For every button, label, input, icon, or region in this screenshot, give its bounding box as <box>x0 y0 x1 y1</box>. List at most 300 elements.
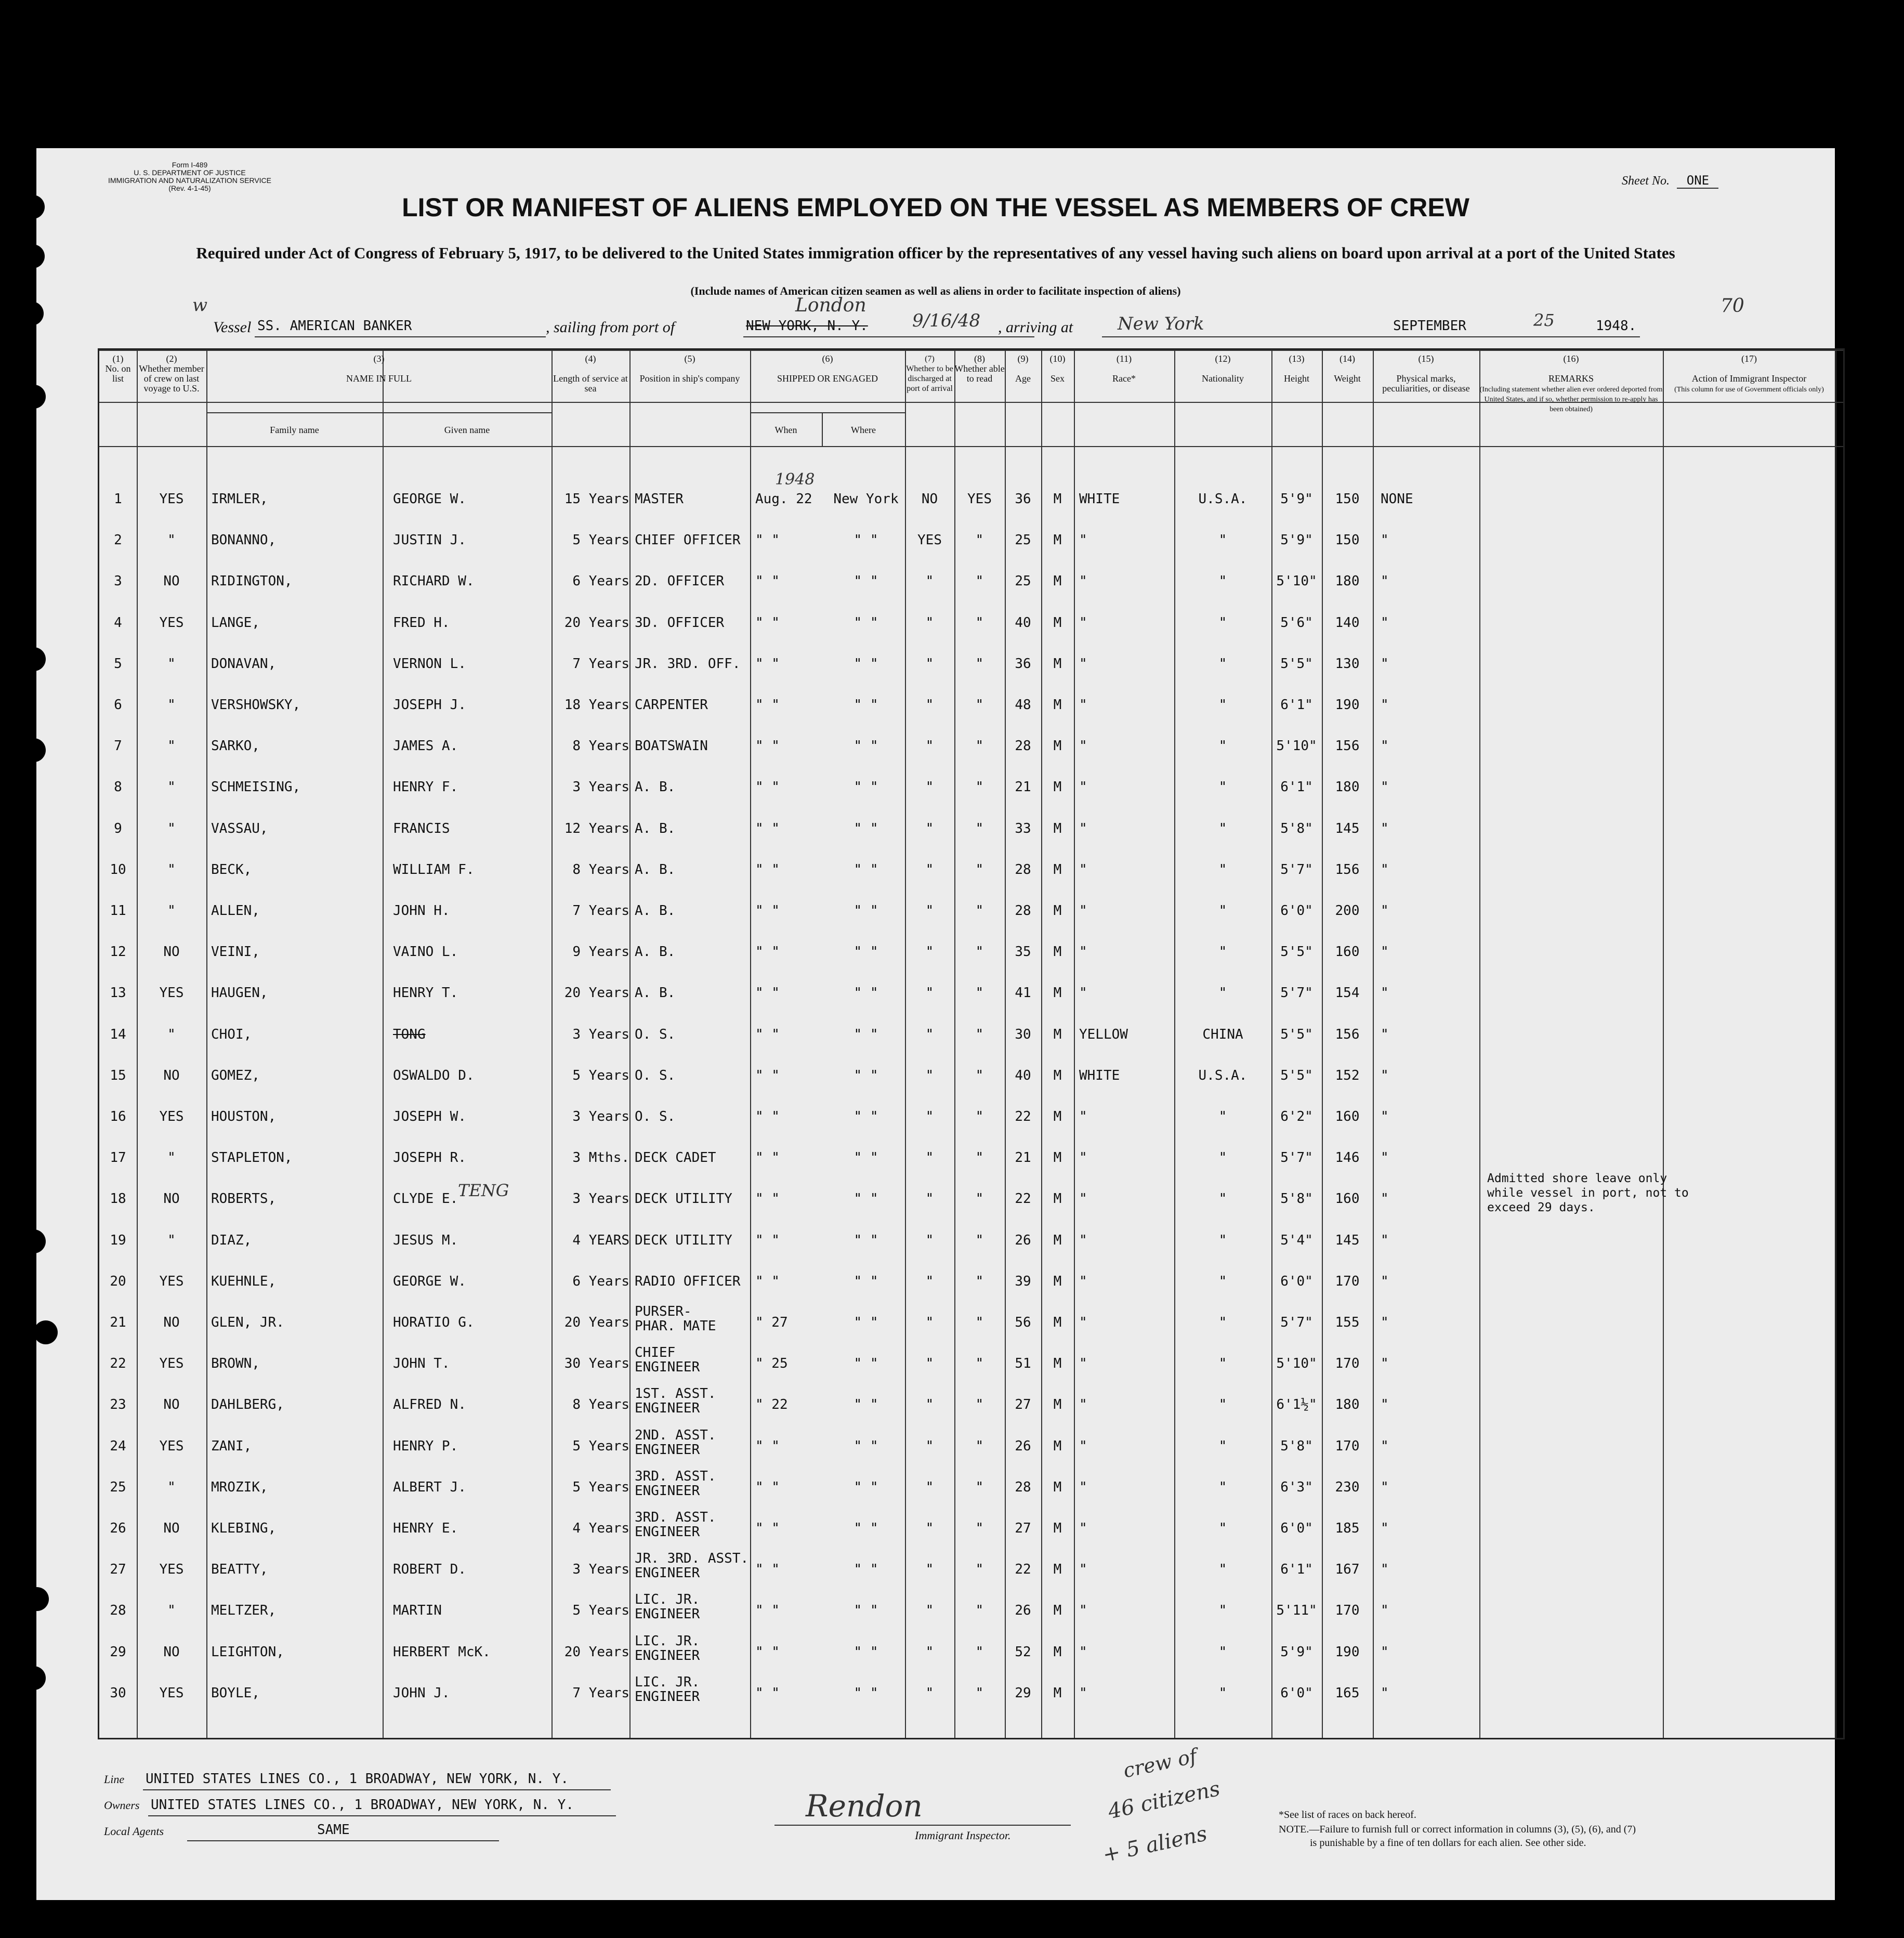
position: O. S. <box>635 1067 676 1083</box>
length-of-service: 7 Years <box>572 1685 629 1701</box>
age: 29 <box>1015 1685 1031 1701</box>
row-number: 13 <box>110 985 126 1001</box>
discharged: " <box>925 1479 934 1495</box>
given-name: JOSEPH W. <box>393 1109 466 1124</box>
able-to-read: " <box>975 532 984 548</box>
weight: 156 <box>1335 1026 1360 1042</box>
weight: 150 <box>1335 532 1360 548</box>
page-subtitle-note: (Include names of American citizen seamen as well as aliens in order to facilitate inspection of aliens) <box>690 284 1181 297</box>
shipped-where: " " <box>853 1273 878 1289</box>
table-row <box>99 635 1843 676</box>
row-number: 6 <box>114 697 122 713</box>
height: 5'4" <box>1280 1232 1313 1248</box>
prev-voyage: YES <box>159 1562 184 1578</box>
prev-voyage: " <box>167 656 176 672</box>
height: 5'9" <box>1280 532 1313 548</box>
physical-marks: " <box>1381 1315 1389 1330</box>
age: 33 <box>1015 820 1031 836</box>
weight: 180 <box>1335 779 1360 795</box>
able-to-read: " <box>975 1521 984 1536</box>
able-to-read: " <box>975 738 984 754</box>
prev-voyage: YES <box>159 491 184 507</box>
family-name: VASSAU, <box>211 820 268 836</box>
date-underline <box>1390 336 1640 337</box>
given-name: HENRY E. <box>393 1521 458 1536</box>
height: 6'1" <box>1280 1562 1313 1578</box>
able-to-read: " <box>975 1026 984 1042</box>
shipped-when: " " <box>755 656 780 672</box>
race: " <box>1079 861 1087 878</box>
discharged: " <box>925 1067 934 1083</box>
height: 5'8" <box>1280 1438 1313 1454</box>
physical-marks: " <box>1381 1685 1389 1701</box>
shipped-where: " " <box>853 1109 878 1124</box>
row-number: 29 <box>110 1644 126 1660</box>
able-to-read: " <box>975 861 984 878</box>
prev-voyage: YES <box>159 985 184 1001</box>
nationality: " <box>1218 1397 1227 1413</box>
age: 25 <box>1015 532 1031 548</box>
nationality: " <box>1218 1191 1227 1207</box>
race: " <box>1079 1438 1087 1454</box>
length-of-service: 3 Years <box>572 1026 629 1042</box>
sex: M <box>1053 1356 1062 1372</box>
physical-marks: NONE <box>1381 491 1413 507</box>
shipped-when: " 22 <box>755 1397 788 1413</box>
discharged: " <box>925 1644 934 1660</box>
physical-marks: " <box>1381 1603 1389 1619</box>
punch-hole <box>22 385 46 409</box>
sex: M <box>1053 1479 1062 1495</box>
position: A. B. <box>635 820 676 836</box>
sex: M <box>1053 1315 1062 1330</box>
physical-marks: " <box>1381 1521 1389 1536</box>
remarks-row-14: Admitted shore leave only while vessel in port, not to exceed 29 days. <box>1487 1172 1689 1214</box>
able-to-read: " <box>975 1562 984 1578</box>
discharged: " <box>925 985 934 1001</box>
table-row <box>99 1459 1843 1499</box>
position: 3RD. ASST. ENGINEER <box>635 1510 716 1540</box>
physical-marks: " <box>1381 1067 1389 1083</box>
family-name: ROBERTS, <box>211 1191 277 1207</box>
shipped-where: " " <box>853 614 878 631</box>
race: " <box>1079 656 1087 672</box>
prev-voyage: " <box>167 1150 176 1166</box>
height: 5'7" <box>1280 1150 1313 1166</box>
sex: M <box>1053 985 1062 1001</box>
arriving-underline <box>1102 336 1393 337</box>
able-to-read: " <box>975 1685 984 1701</box>
nationality: U.S.A. <box>1198 491 1248 507</box>
physical-marks: " <box>1381 1438 1389 1454</box>
length-of-service: 20 Years <box>564 1644 629 1660</box>
col-no-header: (1) No. on list <box>105 353 131 384</box>
form-revision: (Rev. 4-1-45) <box>168 184 211 192</box>
shipped-where: " " <box>853 1067 878 1083</box>
able-to-read: " <box>975 1603 984 1619</box>
physical-marks: " <box>1381 573 1389 590</box>
table-row <box>99 1006 1843 1046</box>
arrival-port-handwritten: New York <box>1118 313 1204 334</box>
position: PURSER- PHAR. MATE <box>635 1304 716 1334</box>
row-number: 11 <box>110 903 126 919</box>
shipped-when: " " <box>755 944 780 960</box>
sex: M <box>1053 1685 1062 1701</box>
able-to-read: " <box>975 1438 984 1454</box>
height: 5'8" <box>1280 1191 1313 1207</box>
family-name: CHOI, <box>211 1026 252 1042</box>
age: 28 <box>1015 861 1031 878</box>
row-number: 10 <box>110 861 126 878</box>
discharged: " <box>925 1109 934 1124</box>
arrival-day-handwritten: 25 <box>1533 310 1555 330</box>
shipped-where: " " <box>853 1479 878 1495</box>
age: 48 <box>1015 697 1031 713</box>
position: 3D. OFFICER <box>635 614 725 631</box>
weight: 185 <box>1335 1521 1360 1536</box>
prev-voyage: NO <box>163 1397 180 1413</box>
manifest-sheet <box>36 148 1835 1900</box>
col-race-header: (11) Race* <box>1112 353 1136 384</box>
height: 5'9" <box>1280 491 1313 507</box>
physical-marks: " <box>1381 944 1389 960</box>
col-where-header: Where <box>851 425 876 435</box>
age: 51 <box>1015 1356 1031 1372</box>
physical-marks: " <box>1381 614 1389 631</box>
shipped-when: " " <box>755 1026 780 1042</box>
sex: M <box>1053 1438 1062 1454</box>
shipped-when: " " <box>755 1479 780 1495</box>
given-name: HENRY F. <box>393 779 458 795</box>
prev-voyage: YES <box>159 1109 184 1124</box>
height: 6'1" <box>1280 697 1313 713</box>
row-number: 27 <box>110 1562 126 1578</box>
shipped-where: " " <box>853 1232 878 1248</box>
sex: M <box>1053 1562 1062 1578</box>
nationality: U.S.A. <box>1198 1067 1248 1083</box>
nationality: " <box>1218 1438 1227 1454</box>
discharged: YES <box>917 532 942 548</box>
family-name: BEATTY, <box>211 1562 268 1578</box>
age: 21 <box>1015 779 1031 795</box>
shipped-when: " " <box>755 903 780 919</box>
race: " <box>1079 903 1087 919</box>
race: YELLOW <box>1079 1026 1128 1042</box>
position: MASTER <box>635 491 684 507</box>
weight: 190 <box>1335 1644 1360 1660</box>
arrival-month: SEPTEMBER <box>1393 318 1466 334</box>
height: 6'1" <box>1280 779 1313 795</box>
table-row <box>99 1212 1843 1252</box>
shipped-when: " " <box>755 738 780 754</box>
length-of-service: 3 Years <box>572 779 629 795</box>
shipped-where: " " <box>853 738 878 754</box>
weight: 180 <box>1335 1397 1360 1413</box>
weight: 154 <box>1335 985 1360 1001</box>
race: " <box>1079 944 1087 960</box>
height: 5'5" <box>1280 1067 1313 1083</box>
nationality: " <box>1218 1521 1227 1536</box>
shipped-where: " " <box>853 697 878 713</box>
discharged: " <box>925 1685 934 1701</box>
age: 28 <box>1015 1479 1031 1495</box>
age: 26 <box>1015 1438 1031 1454</box>
shipped-where: " " <box>853 861 878 878</box>
position: 3RD. ASST. ENGINEER <box>635 1468 716 1499</box>
shipped-where: " " <box>853 903 878 919</box>
family-name: DIAZ, <box>211 1232 252 1248</box>
age: 56 <box>1015 1315 1031 1330</box>
position: A. B. <box>635 779 676 795</box>
discharged: " <box>925 779 934 795</box>
able-to-read: " <box>975 614 984 631</box>
height: 5'7" <box>1280 985 1313 1001</box>
row-number: 26 <box>110 1521 126 1536</box>
position: 2ND. ASST. ENGINEER <box>635 1427 716 1458</box>
prev-voyage: " <box>167 779 176 795</box>
nationality: " <box>1218 1315 1227 1330</box>
race: " <box>1079 985 1087 1001</box>
punch-hole <box>21 244 45 268</box>
prev-voyage: " <box>167 820 176 836</box>
able-to-read: " <box>975 779 984 795</box>
weight: 156 <box>1335 861 1360 878</box>
physical-marks: " <box>1381 903 1389 919</box>
table-row <box>99 1047 1843 1088</box>
penalty-note-cont: is punishable by a fine of ten dollars for each alien. See other side. <box>1310 1837 1586 1849</box>
age: 22 <box>1015 1562 1031 1578</box>
sex: M <box>1053 1191 1062 1207</box>
weight: 160 <box>1335 1109 1360 1124</box>
position: A. B. <box>635 861 676 878</box>
weight: 165 <box>1335 1685 1360 1701</box>
row-number: 24 <box>110 1438 126 1454</box>
shipped-when: " 27 <box>755 1315 788 1330</box>
col-inspector-header: (17) Action of Immigrant Inspector (This column for use of Government officials only) <box>1674 353 1824 394</box>
given-name: HERBERT McK. <box>393 1644 491 1660</box>
height: 5'5" <box>1280 1026 1313 1042</box>
shipped-where: " " <box>853 1685 878 1701</box>
shipped-when: " " <box>755 1644 780 1660</box>
shipped-when: " " <box>755 985 780 1001</box>
shipped-where: " " <box>853 656 878 672</box>
weight: 170 <box>1335 1438 1360 1454</box>
position: 1ST. ASST. ENGINEER <box>635 1386 716 1417</box>
sex: M <box>1053 903 1062 919</box>
race: WHITE <box>1079 1067 1120 1083</box>
shipped-where: New York <box>833 491 899 507</box>
shipped-when: " " <box>755 861 780 878</box>
sex: M <box>1053 697 1062 713</box>
discharged: " <box>925 1438 934 1454</box>
able-to-read: " <box>975 944 984 960</box>
height: 6'0" <box>1280 1273 1313 1289</box>
nationality: " <box>1218 1479 1227 1495</box>
given-name: JUSTIN J. <box>393 532 466 548</box>
col-age-header: (9) Age <box>1015 353 1031 384</box>
row-number: 8 <box>114 779 122 795</box>
nationality: " <box>1218 573 1227 590</box>
handwritten-crew-note: crew of <box>1121 1744 1199 1783</box>
row-number: 30 <box>110 1685 126 1701</box>
department: U. S. DEPARTMENT OF JUSTICE <box>134 168 246 177</box>
physical-marks: " <box>1381 1191 1389 1207</box>
shipped-where: " " <box>853 779 878 795</box>
form-identifier <box>104 161 275 192</box>
family-name: VERSHOWSKY, <box>211 697 301 713</box>
sex: M <box>1053 1067 1062 1083</box>
prev-voyage: " <box>167 1232 176 1248</box>
handwritten-citizens-note: 46 citizens <box>1106 1776 1223 1824</box>
given-name: JOHN H. <box>393 903 450 919</box>
row-number: 14 <box>110 1026 126 1042</box>
prev-voyage: " <box>167 861 176 878</box>
height: 5'8" <box>1280 820 1313 836</box>
prev-voyage: " <box>167 1026 176 1042</box>
col-prev-voyage-header: (2) Whether member of crew on last voyage to U.S. <box>139 353 204 394</box>
weight: 200 <box>1335 903 1360 919</box>
col-when-header: When <box>774 425 797 435</box>
punch-hole <box>22 738 46 762</box>
position: JR. 3RD. ASST. ENGINEER <box>635 1551 749 1581</box>
weight: 145 <box>1335 1232 1360 1248</box>
prev-voyage: NO <box>163 1315 180 1330</box>
agents-value: SAME <box>317 1822 350 1838</box>
prev-voyage: " <box>167 738 176 754</box>
row-number: 1 <box>114 491 122 507</box>
race: " <box>1079 532 1087 548</box>
physical-marks: " <box>1381 985 1389 1001</box>
age: 22 <box>1015 1109 1031 1124</box>
length-of-service: 6 Years <box>572 573 629 590</box>
family-name: RIDINGTON, <box>211 573 293 590</box>
table-row <box>99 882 1843 923</box>
row-number: 3 <box>114 573 122 590</box>
table-row <box>99 1088 1843 1129</box>
given-name: GEORGE W. <box>393 491 466 507</box>
age: 28 <box>1015 738 1031 754</box>
sex: M <box>1053 656 1062 672</box>
race: WHITE <box>1079 491 1120 507</box>
height: 5'10" <box>1276 573 1317 590</box>
race: " <box>1079 779 1087 795</box>
position: DECK UTILITY <box>635 1191 732 1207</box>
length-of-service: 8 Years <box>572 738 629 754</box>
race: " <box>1079 1109 1087 1124</box>
nationality: " <box>1218 903 1227 919</box>
discharged: " <box>925 1315 934 1330</box>
prev-voyage: NO <box>163 1067 180 1083</box>
given-name: OSWALDO D. <box>393 1067 475 1083</box>
position: CHIEF ENGINEER <box>635 1345 700 1376</box>
prev-voyage: NO <box>163 1644 180 1660</box>
row-number: 28 <box>110 1603 126 1619</box>
nationality: " <box>1218 1685 1227 1701</box>
able-to-read: " <box>975 656 984 672</box>
punch-hole <box>34 1320 58 1344</box>
length-of-service: 5 Years <box>572 532 629 548</box>
sailing-port: NEW YORK, N. Y. <box>746 318 868 334</box>
able-to-read: " <box>975 573 984 590</box>
given-name: JOSEPH J. <box>393 697 466 713</box>
table-row <box>99 841 1843 882</box>
age: 21 <box>1015 1150 1031 1166</box>
weight: 180 <box>1335 573 1360 590</box>
prev-voyage: NO <box>163 1521 180 1536</box>
row-number: 15 <box>110 1067 126 1083</box>
penalty-note: NOTE.—Failure to furnish full or correct information in columns (3), (5), (6), and (7) <box>1279 1824 1636 1835</box>
position: JR. 3RD. OFF. <box>635 656 741 672</box>
length-of-service: 3 Years <box>572 1562 629 1578</box>
age: 27 <box>1015 1521 1031 1536</box>
vessel-underline <box>255 336 546 337</box>
shipped-when: " " <box>755 820 780 836</box>
physical-marks: " <box>1381 1562 1389 1578</box>
position: A. B. <box>635 903 676 919</box>
age: 27 <box>1015 1397 1031 1413</box>
prev-voyage: NO <box>163 573 180 590</box>
races-note: *See list of races on back hereof. <box>1279 1809 1416 1821</box>
discharged: " <box>925 861 934 878</box>
physical-marks: " <box>1381 779 1389 795</box>
row-number: 22 <box>110 1356 126 1372</box>
prev-voyage: " <box>167 1479 176 1495</box>
col-position-header: (5) Position in ship's company <box>639 353 740 384</box>
race: " <box>1079 573 1087 590</box>
length-of-service: 5 Years <box>572 1067 629 1083</box>
given-name: JESUS M. <box>393 1232 458 1248</box>
family-name: GLEN, JR. <box>211 1315 284 1330</box>
position: A. B. <box>635 944 676 960</box>
height: 6'2" <box>1280 1109 1313 1124</box>
shipped-where: " " <box>853 985 878 1001</box>
weight: 145 <box>1335 820 1360 836</box>
punch-hole <box>22 1666 46 1690</box>
shipped-when: " " <box>755 1685 780 1701</box>
race: " <box>1079 1191 1087 1207</box>
row-number: 25 <box>110 1479 126 1495</box>
able-to-read: " <box>975 1356 984 1372</box>
shipped-when: " " <box>755 1438 780 1454</box>
race: " <box>1079 1315 1087 1330</box>
prev-voyage: YES <box>159 1273 184 1289</box>
punch-hole <box>22 647 46 671</box>
sailing-port-correction: London <box>795 295 866 316</box>
discharged: NO <box>921 491 938 507</box>
age: 26 <box>1015 1232 1031 1248</box>
given-name: MARTIN <box>393 1603 442 1619</box>
able-to-read: " <box>975 697 984 713</box>
family-name: BROWN, <box>211 1356 260 1372</box>
given-name: FRANCIS <box>393 820 450 836</box>
height: 6'0" <box>1280 1521 1313 1536</box>
age: 52 <box>1015 1644 1031 1660</box>
owners-label: Owners <box>104 1799 140 1812</box>
able-to-read: " <box>975 1191 984 1207</box>
given-name: TONG <box>393 1026 426 1042</box>
family-name: SCHMEISING, <box>211 779 301 795</box>
shipped-when: " " <box>755 1521 780 1536</box>
table-row <box>99 1294 1843 1334</box>
col-weight-header: (14) Weight <box>1334 353 1361 384</box>
weight: 170 <box>1335 1603 1360 1619</box>
sex: M <box>1053 573 1062 590</box>
form-number: Form I-489 <box>172 161 208 169</box>
sex: M <box>1053 820 1062 836</box>
corner-number-handwritten: 70 <box>1721 295 1744 317</box>
shipped-when: " " <box>755 1273 780 1289</box>
given-name: VERNON L. <box>393 656 466 672</box>
